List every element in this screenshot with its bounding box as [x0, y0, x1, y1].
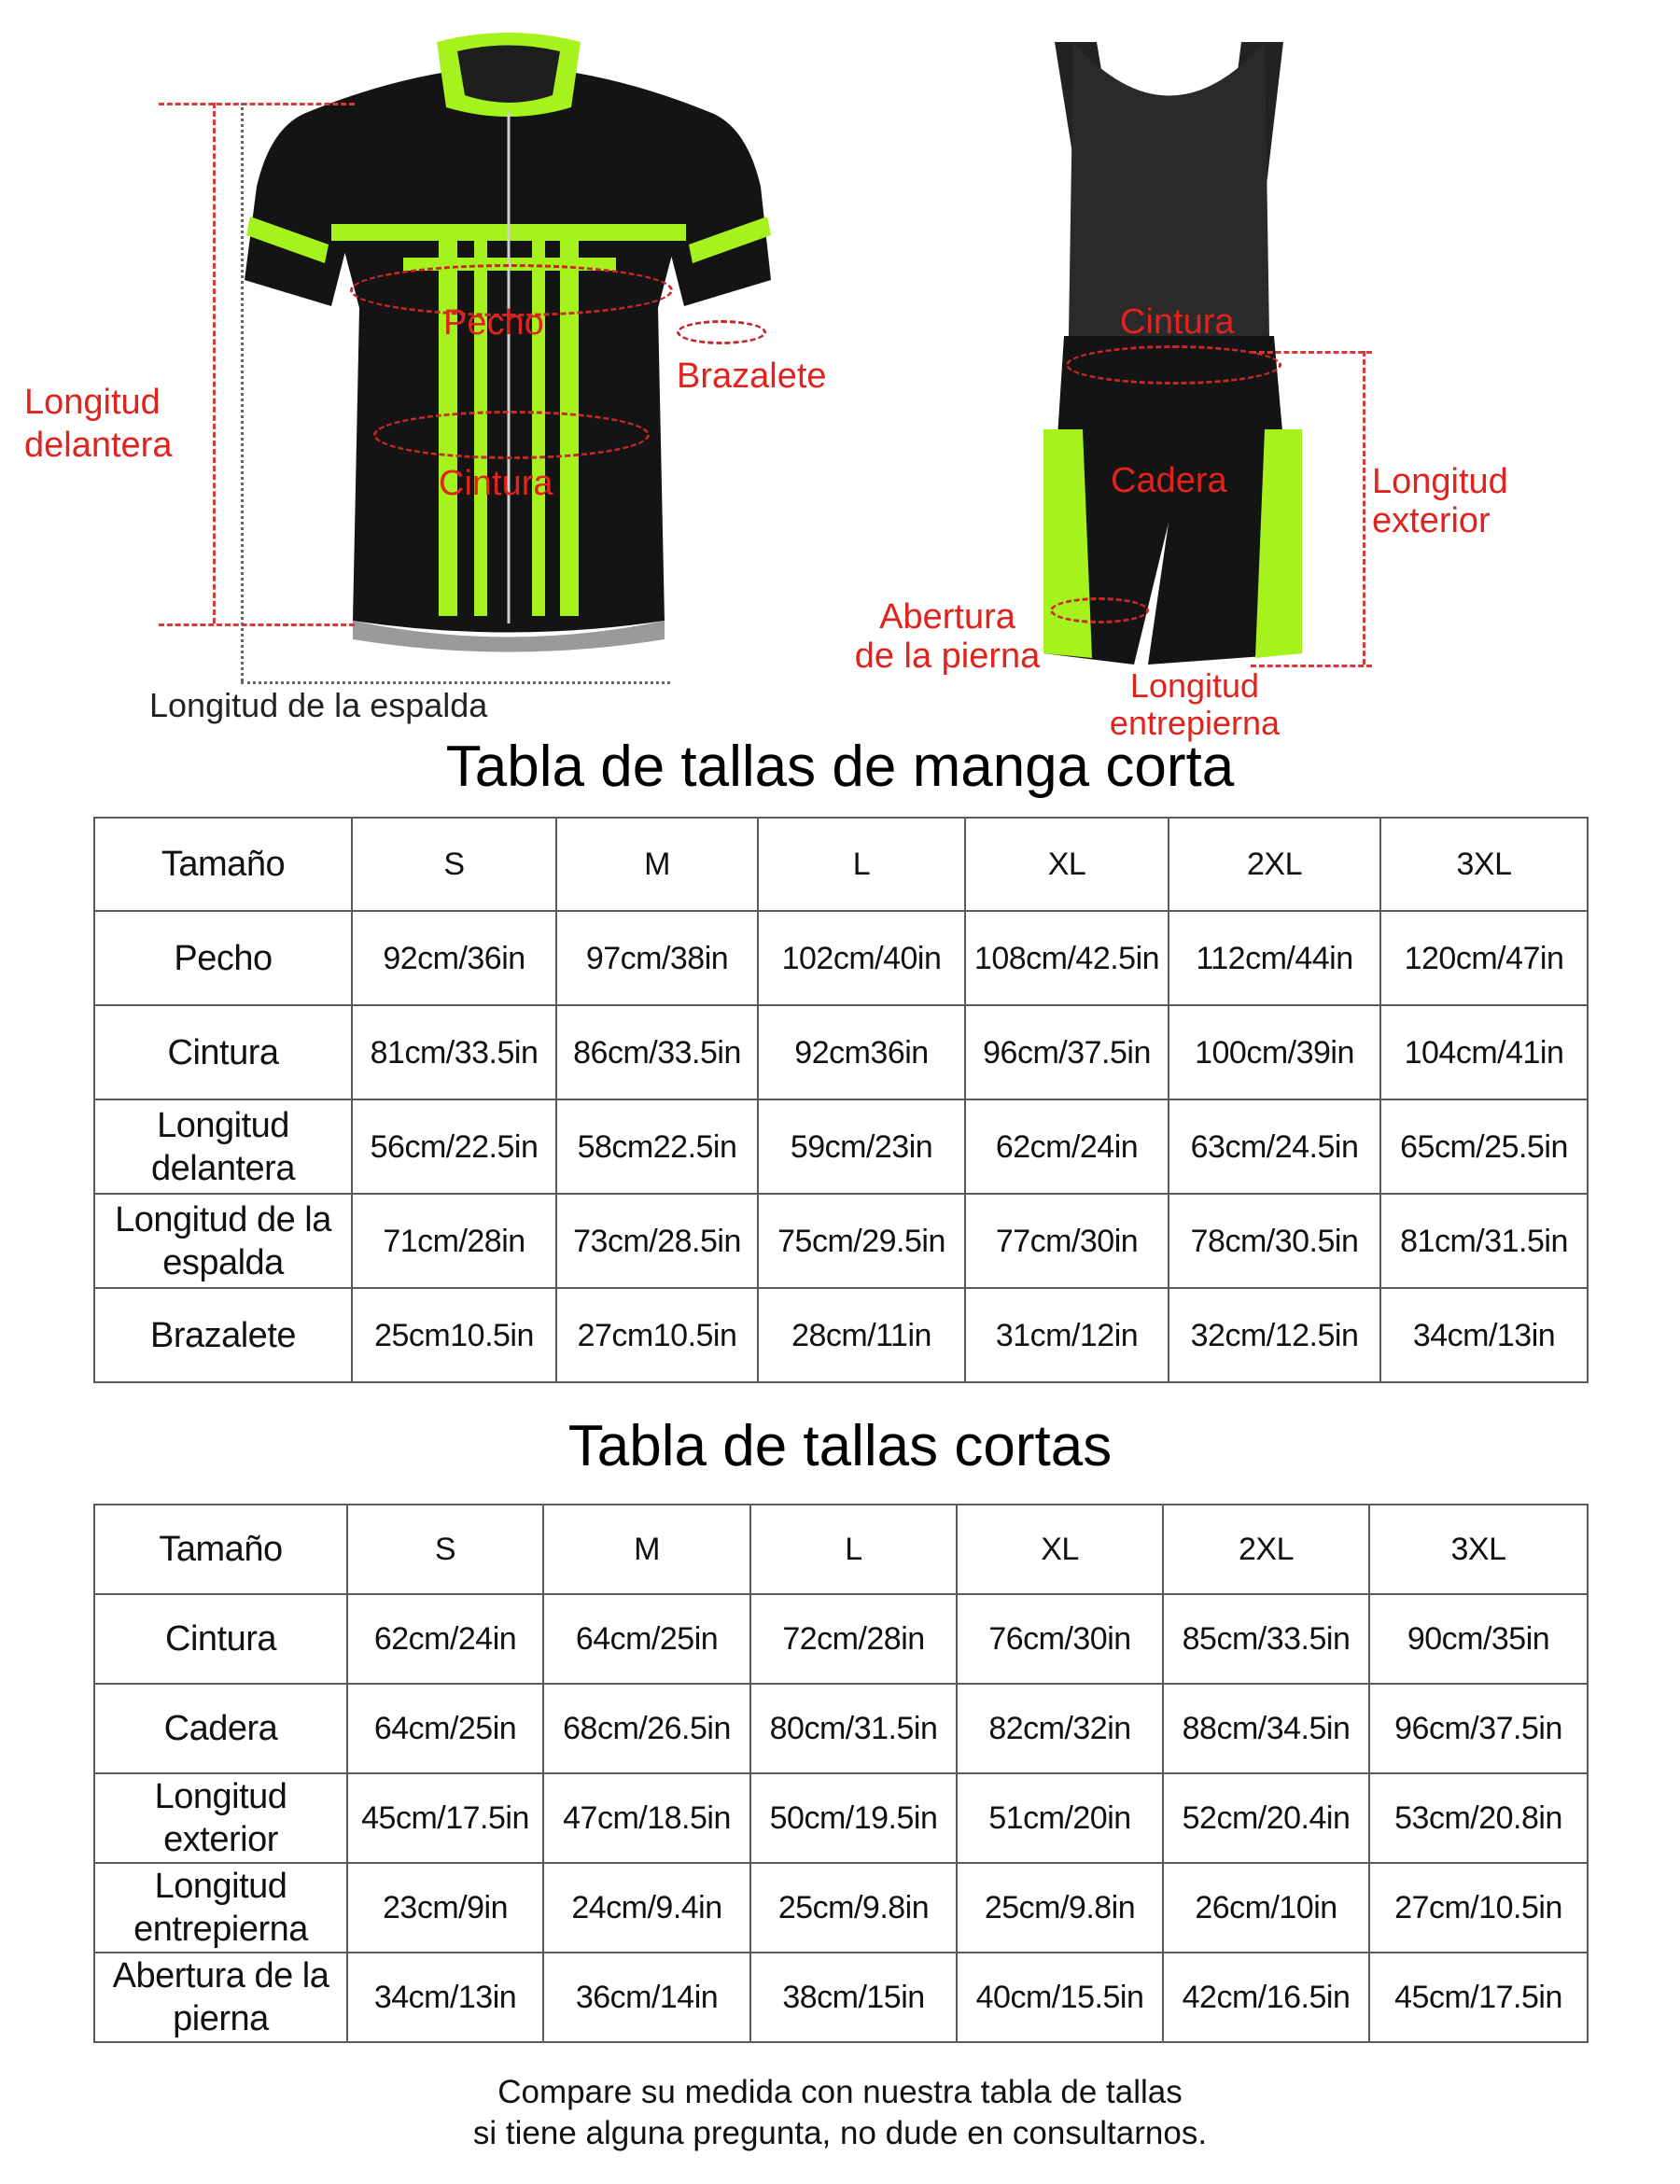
table-row — [94, 1099, 1588, 1194]
table-header-row — [94, 1505, 1588, 1594]
measurement-label: Longitud exterior — [94, 1773, 347, 1863]
shorts-table-title: Tabla de tallas cortas — [567, 1414, 1113, 1478]
measurement-value: 82cm/32in — [957, 1684, 1163, 1773]
measurement-value: 86cm/33.5in — [556, 1005, 758, 1099]
measurement-value: 71cm/28in — [352, 1194, 556, 1288]
measurement-value: 42cm/16.5in — [1163, 1953, 1369, 2042]
table-row — [94, 1953, 1588, 2042]
measurement-value: 50cm/19.5in — [750, 1773, 957, 1863]
shorts-waist-ellipse — [1066, 345, 1281, 385]
measurement-value: 77cm/30in — [965, 1194, 1169, 1288]
measurement-value: 64cm/25in — [347, 1684, 543, 1773]
size-column-header: 3XL — [1380, 818, 1588, 911]
size-column-header: XL — [965, 818, 1169, 911]
size-column-header: M — [543, 1505, 750, 1594]
table-header-row — [94, 818, 1588, 911]
measurement-value: 80cm/31.5in — [750, 1684, 957, 1773]
table-row — [94, 1773, 1588, 1863]
measurement-value: 52cm/20.4in — [1163, 1773, 1369, 1863]
measurement-value: 25cm/9.8in — [750, 1863, 957, 1953]
size-column-header: 2XL — [1163, 1505, 1369, 1594]
measurement-label: Cadera — [94, 1684, 347, 1773]
measurement-value: 92cm/36in — [352, 911, 556, 1005]
measurement-value: 73cm/28.5in — [556, 1194, 758, 1288]
measurement-value: 27cm/10.5in — [1369, 1863, 1588, 1953]
measurement-value: 28cm/11in — [758, 1288, 965, 1382]
measurement-value: 90cm/35in — [1369, 1594, 1588, 1684]
measurement-value: 62cm/24in — [965, 1099, 1169, 1194]
measurement-value: 38cm/15in — [750, 1953, 957, 2042]
measurement-label: Longitud entrepierna — [94, 1863, 347, 1953]
shorts-size-table — [93, 1504, 1589, 2043]
label-chest: Pecho — [443, 303, 544, 343]
measurement-label: Pecho — [94, 911, 352, 1005]
measurement-value: 27cm10.5in — [556, 1288, 758, 1382]
measurement-value: 31cm/12in — [965, 1288, 1169, 1382]
size-header-cell: Tamaño — [94, 818, 352, 911]
measurement-value: 26cm/10in — [1163, 1863, 1369, 1953]
measurement-value: 100cm/39in — [1169, 1005, 1380, 1099]
measurement-value: 85cm/33.5in — [1163, 1594, 1369, 1684]
measurement-value: 34cm/13in — [1380, 1288, 1588, 1382]
measurement-value: 34cm/13in — [347, 1953, 543, 2042]
measurement-value: 62cm/24in — [347, 1594, 543, 1684]
jersey-size-table — [93, 817, 1589, 1383]
measurement-value: 45cm/17.5in — [347, 1773, 543, 1863]
size-column-header: XL — [957, 1505, 1163, 1594]
measurement-label: Longitud de la espalda — [94, 1194, 352, 1288]
size-header-cell: Tamaño — [94, 1505, 347, 1594]
label-inseam: Longitud entrepierna — [1109, 666, 1281, 742]
measurement-value: 53cm/20.8in — [1369, 1773, 1588, 1863]
measurement-value: 68cm/26.5in — [543, 1684, 750, 1773]
label-back-length: Longitud de la espalda — [149, 686, 488, 724]
size-column-header: 2XL — [1169, 818, 1380, 911]
measurement-value: 65cm/25.5in — [1380, 1099, 1588, 1194]
measurement-value: 58cm22.5in — [556, 1099, 758, 1194]
measurement-value: 25cm/9.8in — [957, 1863, 1163, 1953]
measurement-value: 45cm/17.5in — [1369, 1953, 1588, 2042]
measurement-value: 78cm/30.5in — [1169, 1194, 1380, 1288]
measurement-value: 51cm/20in — [957, 1773, 1163, 1863]
measurement-value: 112cm/44in — [1169, 911, 1380, 1005]
measurement-value: 102cm/40in — [758, 911, 965, 1005]
size-column-header: S — [352, 818, 556, 911]
label-cuff: Brazalete — [677, 357, 827, 396]
measurement-value: 96cm/37.5in — [965, 1005, 1169, 1099]
outseam-top-line — [1251, 351, 1372, 354]
table-row — [94, 911, 1588, 1005]
size-column-header: L — [750, 1505, 957, 1594]
measurement-value: 64cm/25in — [543, 1594, 750, 1684]
outseam-guide — [1363, 351, 1365, 665]
label-hip: Cadera — [1111, 461, 1227, 500]
measurement-value: 59cm/23in — [758, 1099, 965, 1194]
leg-opening-ellipse — [1050, 597, 1149, 623]
table-row — [94, 1684, 1588, 1773]
measurement-value: 72cm/28in — [750, 1594, 957, 1684]
bib-shorts-illustration — [0, 0, 1680, 737]
measurement-value: 47cm/18.5in — [543, 1773, 750, 1863]
measurement-label: Cintura — [94, 1594, 347, 1684]
size-column-header: S — [347, 1505, 543, 1594]
measurement-value: 32cm/12.5in — [1169, 1288, 1380, 1382]
measurement-value: 81cm/31.5in — [1380, 1194, 1588, 1288]
measurement-value: 120cm/47in — [1380, 911, 1588, 1005]
footer-line-1: Compare su medida con nuestra tabla de tallas — [497, 2074, 1183, 2110]
measurement-value: 92cm36in — [758, 1005, 965, 1099]
measurement-value: 81cm/33.5in — [352, 1005, 556, 1099]
size-column-header: M — [556, 818, 758, 911]
measurement-value: 23cm/9in — [347, 1863, 543, 1953]
label-waist: Cintura — [439, 464, 553, 503]
measurement-value: 25cm10.5in — [352, 1288, 556, 1382]
table-row — [94, 1288, 1588, 1382]
jersey-table-title: Tabla de tallas de manga corta — [445, 735, 1235, 799]
measurement-label: Cintura — [94, 1005, 352, 1099]
table-row — [94, 1863, 1588, 1953]
label-shorts-waist: Cintura — [1120, 302, 1235, 342]
label-front-length: Longitud delantera — [24, 383, 173, 465]
size-column-header: L — [758, 818, 965, 911]
table-row — [94, 1594, 1588, 1684]
measurement-value: 56cm/22.5in — [352, 1099, 556, 1194]
measurement-value: 108cm/42.5in — [965, 911, 1169, 1005]
footer-line-2: si tiene alguna pregunta, no dude en consultarnos. — [472, 2115, 1208, 2151]
size-column-header: 3XL — [1369, 1505, 1588, 1594]
measurement-label: Brazalete — [94, 1288, 352, 1382]
label-outseam: Longitud exterior — [1372, 462, 1508, 540]
measurement-label: Longitud delantera — [94, 1099, 352, 1194]
measurement-value: 24cm/9.4in — [543, 1863, 750, 1953]
measurement-value: 76cm/30in — [957, 1594, 1163, 1684]
measurement-value: 75cm/29.5in — [758, 1194, 965, 1288]
table-row — [94, 1005, 1588, 1099]
measurement-value: 63cm/24.5in — [1169, 1099, 1380, 1194]
measurement-value: 104cm/41in — [1380, 1005, 1588, 1099]
measurement-value: 40cm/15.5in — [957, 1953, 1163, 2042]
measurement-value: 36cm/14in — [543, 1953, 750, 2042]
measurement-label: Abertura de la pierna — [94, 1953, 347, 2042]
measurement-value: 97cm/38in — [556, 911, 758, 1005]
measurement-value: 88cm/34.5in — [1163, 1684, 1369, 1773]
label-leg-opening: Abertura de la pierna — [854, 597, 1041, 676]
table-row — [94, 1194, 1588, 1288]
measurement-value: 96cm/37.5in — [1369, 1684, 1588, 1773]
